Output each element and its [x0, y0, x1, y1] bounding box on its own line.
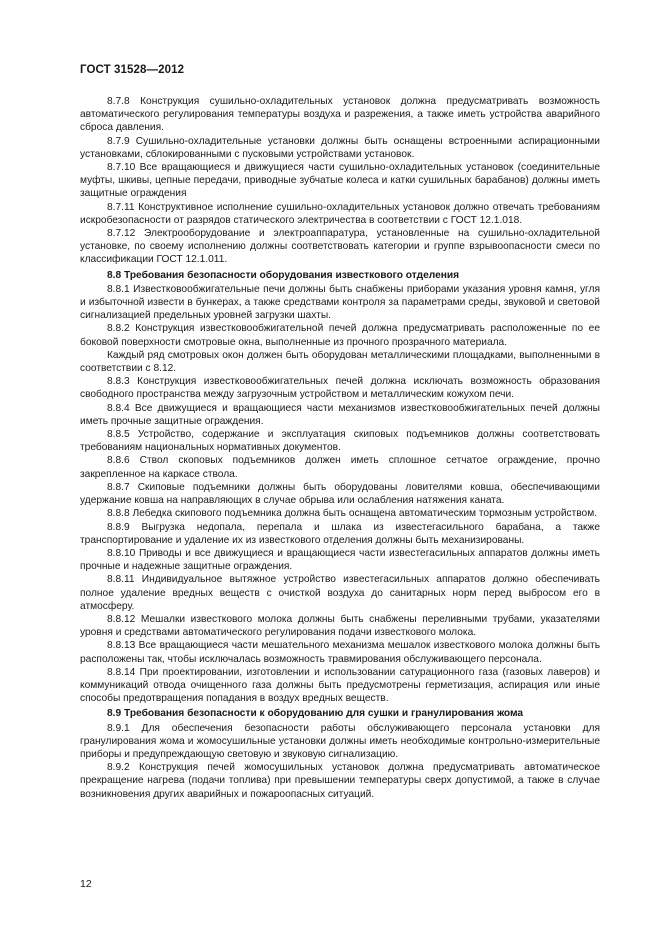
clause-8-8-5: 8.8.5 Устройство, содержание и эксплуатация скиповых подъемников должны соответствовать требованиям национальных нормативных документов.	[80, 429, 600, 454]
clause-8-8-2: 8.8.2 Конструкция известковообжигательной печей должна предусматривать расположенные по ее боковой поверхности смотровые окна, выполненные из прочного прозрачного материала.	[80, 323, 600, 348]
standard-header: ГОСТ 31528—2012	[80, 64, 185, 76]
clause-8-8-3: 8.8.3 Конструкция известковообжигательных печей должна исключать возможность образования свободного пространства между загрузочным устройством и металлическим кожухом печи.	[80, 376, 600, 401]
clause-8-8-4: 8.8.4 Все движущиеся и вращающиеся части механизмов известковообжигательных печей должны иметь прочные защитные ограждения.	[80, 402, 600, 427]
clause-8-9-2: 8.9.2 Конструкция печей жомосушильных установок должна предусматривать автоматическое прекращение нагрева (подачи топлива) при превышении температуры сверх допустимой, а также в случае возникновения других аварийных и пожароопасных ситуаций.	[80, 762, 600, 800]
clause-8-8-12: 8.8.12 Мешалки известкового молока должны быть снабжены переливными трубами, указателями уровня и средствами автоматического регулирования подачи известкового молока.	[80, 613, 600, 639]
clause-8-8-11: 8.8.11 Индивидуальное вытяжное устройство известегасильных аппаратов должно обеспечивать полное удаление вредных веществ с очисткой воздуха до санитарных норм перед выбросом его в атмосферу.	[80, 574, 600, 612]
clause-8-8-8: 8.8.8 Лебедка скипового подъемника должна быть оснащена автоматическим тормозным устройством.	[107, 508, 598, 520]
clause-8-8-2-note: Каждый ряд смотровых окон должен быть оборудован металлическими площадками, выполненными в соответствии с 8.12.	[80, 349, 600, 375]
clause-8-7-12: 8.7.12 Электрооборудование и электроаппаратура, установленные на сушильно-охладительной установке, по своему исполнению должны соответствовать категории и группе взрывоопасности смеси по классификации ГОСТ 12.1.011.	[80, 228, 600, 266]
clause-8-8-9: 8.8.9 Выгрузка недопала, перепала и шлака из известегасильного барабана, а также транспортирование и удаление их из известкового отделения должны быть механизированы.	[80, 521, 600, 546]
clause-8-8-1: 8.8.1 Известковообжигательные печи должны быть снабжены приборами указания уровня камня, угля и избыточной извести в бункерах, а также средствами контроля за параметрами среды, звуковой и световой сигнализацией предельных уровней загрузки шахты.	[80, 283, 600, 322]
clause-8-8-7: 8.8.7 Скиповые подъемники должны быть оборудованы ловителями ковша, обеспечивающими удержание ковша на направляющих в случае обрыва или ослабления натяжения каната.	[80, 481, 600, 507]
clause-8-7-8: 8.7.8 Конструкция сушильно-охладительных установок должна предусматривать возможность автоматического регулирования температуры воздуха и разрежения, а также иметь устройства аварийного сброса давления.	[80, 96, 600, 134]
section-8-8-heading: 8.8 Требования безопасности оборудования известкового отделения	[107, 269, 460, 281]
clause-8-8-6: 8.8.6 Ствол скоповых подъемников должен иметь сплошное сетчатое ограждение, прочно закрепленное на каркасе ствола.	[80, 455, 600, 480]
section-8-9-heading: 8.9 Требования безопасности к оборудованию для сушки и гранулирования жома	[107, 708, 524, 720]
clause-8-9-1: 8.9.1 Для обеспечения безопасности работы обслуживающего персонала установки для гранулирования жома и жомосушильные установки должны иметь необходимые контрольно-измерительные приборы и предупреждающую световую и звуковую сигнализацию.	[80, 722, 600, 760]
clause-8-7-11: 8.7.11 Конструктивное исполнение сушильно-охладительных установок должно отвечать требованиям искробезопасности от разрядов статического электричества в соответствии с ГОСТ 12.1.018.	[80, 201, 600, 226]
clause-8-7-9: 8.7.9 Сушильно-охладительные установки должны быть оснащены встроенными аспирационными установками, сблокированными с пусковыми устройствами установок.	[80, 135, 600, 160]
clause-8-8-10: 8.8.10 Приводы и все движущиеся и вращающиеся части известегасильных аппаратов должны иметь прочные и надежные защитные ограждения.	[80, 547, 600, 573]
document-body	[80, 95, 600, 801]
clause-8-8-13: 8.8.13 Все вращающиеся части мешательного механизма мешалок известкового молока должны быть расположены так, чтобы исключалась возможность травмирования обслуживающего персонала.	[80, 640, 600, 665]
clause-8-7-10: 8.7.10 Все вращающиеся и движущиеся части сушильно-охладительных установок (соединительные муфты, шкивы, цепные передачи, приводные зубчатые колеса и катки сушильных барабанов) должны иметь защитные ограждения	[80, 162, 600, 200]
clause-8-8-14: 8.8.14 При проектировании, изготовлении и использовании сатурационного газа (газовых лаверов) и коммуникаций отвода очищенного газа должны быть предусмотрены герметизация, аспирация или иные способы предотвращения попадания в воздух вредных веществ.	[80, 666, 600, 705]
page-number: 12	[80, 878, 92, 890]
